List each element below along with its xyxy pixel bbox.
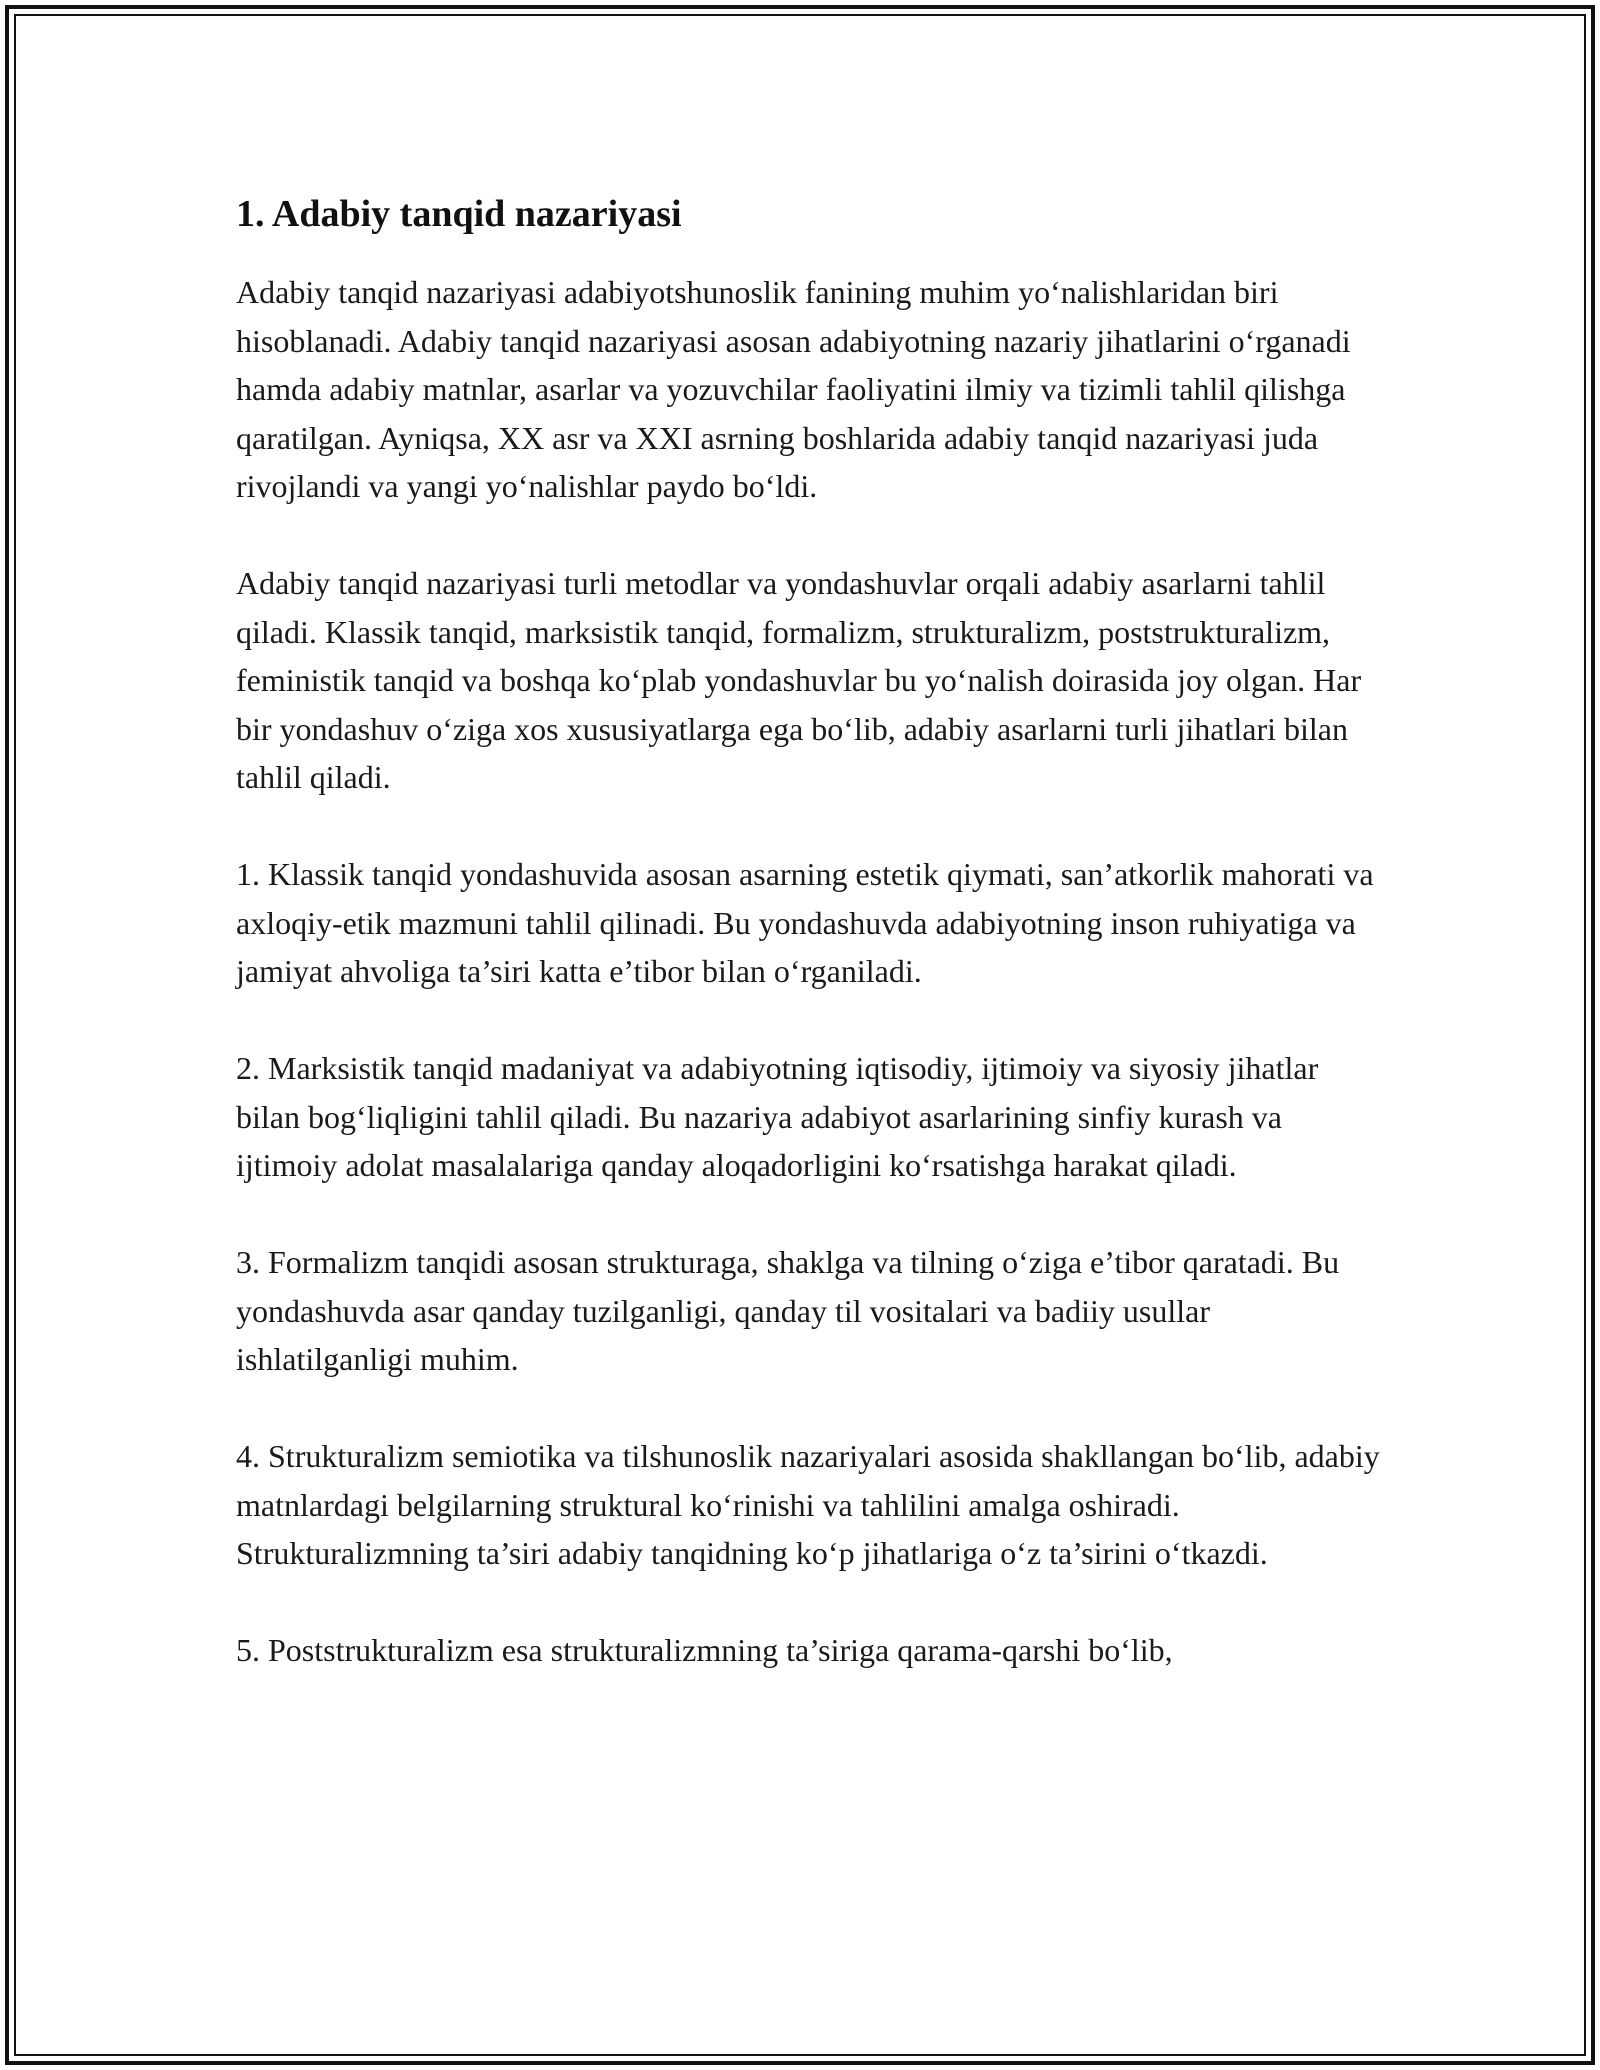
paragraph-classic-criticism: 1. Klassik tanqid yondashuvida asosan asarning estetik qiymati, san’atkorlik mahorati va axloqiy-etik mazmuni tahlil qilinadi. Bu yondashuvda adabiyotning inson ruhiyatiga va jamiyat ahvoliga ta’siri katta e’tibor bilan o‘rganiladi. <box>236 856 1374 989</box>
paragraph-intro: Adabiy tanqid nazariyasi adabiyotshunoslik fanining muhim yo‘nalishlaridan biri hisoblanadi. Adabiy tanqid nazariyasi asosan adabiyotning nazariy jihatlarini o‘rganadi hamda adabiy matnlar, asarlar va yozuvchilar faoliyatini ilmiy va tizimli tahlil qilishga qaratilgan. Ayniqsa, XX asr va XXI asrning boshlarida adabiy tanqid nazariyasi juda rivojlandi va yangi yo‘nalishlar paydo bo‘ldi. <box>236 274 1351 504</box>
paragraph-methods: Adabiy tanqid nazariyasi turli metodlar va yondashuvlar orqali adabiy asarlarni tahlil qiladi. Klassik tanqid, marksistik tanqid, formalizm, strukturalizm, poststrukturalizm, feministik tanqid va boshqa ko‘plab yondashuvlar bu yo‘nalish doirasida joy olgan. Har bir yondashuv o‘ziga xos xususiyatlarga ega bo‘lib, adabiy asarlarni turli jihatlari bilan tahlil qiladi. <box>236 565 1362 795</box>
paragraph-poststructuralism: 5. Poststrukturalizm esa strukturalizmning ta’siriga qarama-qarshi bo‘lib, <box>236 1632 1173 1668</box>
document-body <box>236 186 1386 1723</box>
paragraph-marxist-criticism: 2. Marksistik tanqid madaniyat va adabiyotning iqtisodiy, ijtimoiy va siyosiy jihatlar bilan bog‘liqligini tahlil qiladi. Bu nazariya adabiyot asarlarining sinfiy kurash va ijtimoiy adolat masalalariga qanday aloqadorligini ko‘rsatishga harakat qiladi. <box>236 1050 1319 1183</box>
section-heading: 1. Adabiy tanqid nazariyasi <box>236 193 682 235</box>
paragraph-structuralism: 4. Strukturalizm semiotika va tilshunoslik nazariyalari asosida shakllangan bo‘lib, adabiy matnlardagi belgilarning struktural ko‘rinishi va tahlilini amalga oshiradi. Strukturalizmning ta’siri adabiy tanqidning ko‘p jihatlariga o‘z ta’sirini o‘tkazdi. <box>236 1438 1380 1571</box>
paragraph-formalism: 3. Formalizm tanqidi asosan strukturaga, shaklga va tilning o‘ziga e’tibor qaratadi. Bu yondashuvda asar qanday tuzilganligi, qanday til vositalari va badiiy usullar ishlatilganligi muhim. <box>236 1244 1340 1377</box>
